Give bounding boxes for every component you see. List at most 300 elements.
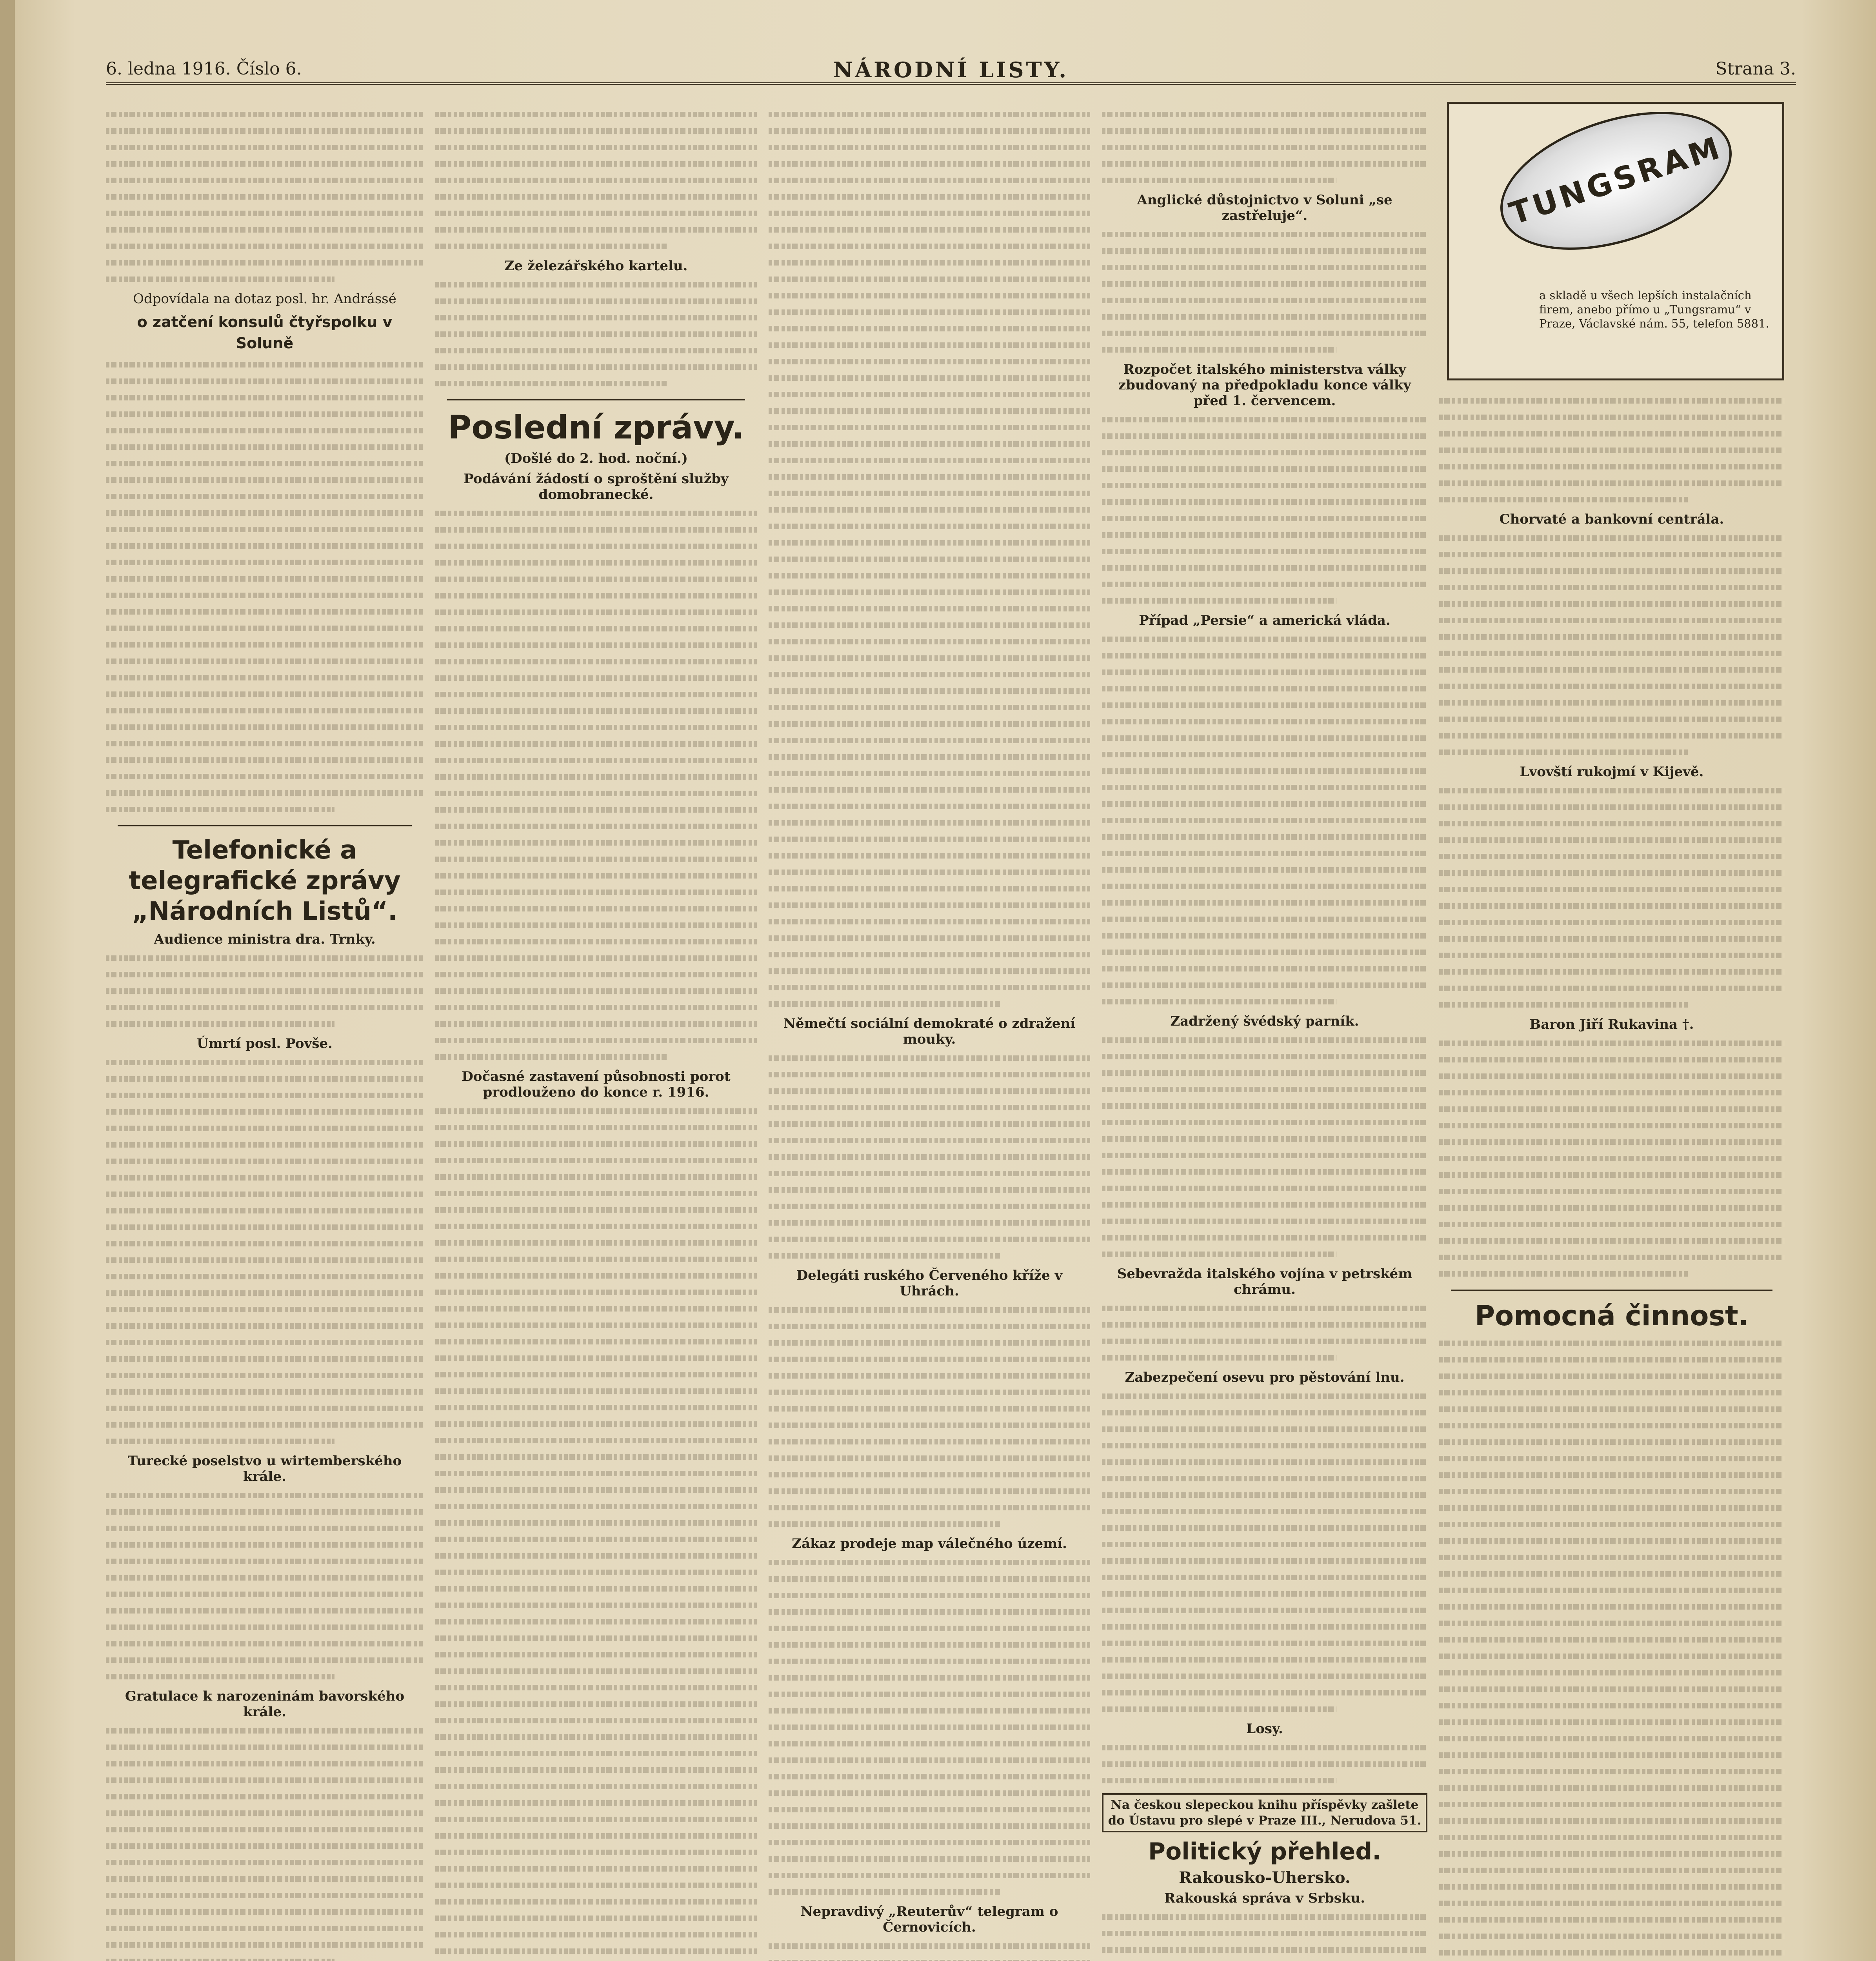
body-text-line bbox=[435, 1284, 757, 1299]
body-text-line bbox=[435, 735, 757, 751]
body-text-line bbox=[769, 880, 1090, 896]
body-text-line bbox=[769, 649, 1090, 665]
body-text-line bbox=[106, 1586, 424, 1601]
body-text-line bbox=[1102, 944, 1427, 959]
body-text-line bbox=[106, 254, 424, 270]
body-text-line bbox=[435, 293, 757, 308]
body-text-line bbox=[769, 1384, 1090, 1399]
body-text-line bbox=[435, 1910, 757, 1925]
body-text-line bbox=[435, 1728, 757, 1744]
body-text-line bbox=[435, 1048, 667, 1064]
body-text-line bbox=[435, 139, 757, 155]
body-text-line bbox=[769, 106, 1090, 122]
body-text-line bbox=[1102, 493, 1427, 509]
body-text-line bbox=[1439, 1084, 1784, 1100]
body-text-line bbox=[1102, 664, 1427, 679]
body-text-line bbox=[106, 373, 424, 388]
body-text-line bbox=[435, 1959, 757, 1961]
body-text-line bbox=[769, 139, 1090, 155]
body-text-line bbox=[769, 864, 1090, 879]
body-text-line bbox=[435, 1564, 757, 1579]
body-text-line bbox=[435, 999, 757, 1015]
body-text-line bbox=[1439, 546, 1784, 562]
body-text-line bbox=[106, 636, 424, 652]
body-text-line bbox=[435, 221, 757, 237]
page-header bbox=[106, 59, 1796, 85]
article-heading: Gratulace k narozeninám bavorského krále. bbox=[125, 1688, 405, 1720]
body-text-line bbox=[769, 1165, 1090, 1181]
body-text-line bbox=[1439, 1730, 1784, 1746]
body-text-line bbox=[106, 471, 424, 487]
body-text-line bbox=[106, 1602, 424, 1618]
body-text-line bbox=[769, 369, 1090, 385]
article-heading: Úmrtí posl. Povše. bbox=[197, 1036, 333, 1051]
body-text-line bbox=[1439, 1812, 1784, 1828]
body-text-line bbox=[106, 1503, 424, 1519]
body-text-line bbox=[1439, 1763, 1784, 1779]
body-text-line bbox=[1102, 477, 1427, 493]
body-text-line bbox=[1439, 678, 1784, 693]
article-heading: Turecké poselstvo u wirtemberského krále. bbox=[127, 1453, 402, 1484]
ad-brand: TUNGSRAM bbox=[1505, 130, 1727, 232]
body-text-line bbox=[1439, 881, 1784, 897]
body-text-line bbox=[1439, 442, 1784, 457]
body-text-line bbox=[1102, 631, 1427, 646]
body-text-line bbox=[106, 1350, 424, 1366]
body-text-line bbox=[1102, 1048, 1427, 1064]
body-text-line bbox=[1102, 1300, 1427, 1315]
body-text-line bbox=[1102, 1958, 1427, 1961]
body-text-line bbox=[435, 917, 757, 932]
body-text-line bbox=[435, 867, 757, 883]
body-text-line bbox=[1102, 460, 1427, 476]
body-text-line bbox=[769, 1768, 1090, 1784]
body-text-line bbox=[435, 982, 757, 998]
body-text-line bbox=[769, 172, 1090, 187]
body-text-line bbox=[106, 1015, 334, 1031]
body-text-line bbox=[106, 1652, 424, 1667]
body-text-line bbox=[1102, 828, 1427, 844]
body-text-line bbox=[106, 1169, 424, 1185]
body-text-line bbox=[1102, 1147, 1427, 1162]
body-text-line bbox=[435, 326, 757, 341]
body-text-line bbox=[106, 1268, 424, 1284]
body-text-line bbox=[1102, 1246, 1336, 1261]
body-text-line bbox=[1102, 1404, 1427, 1420]
body-text-line bbox=[106, 122, 424, 138]
body-text-line bbox=[1102, 226, 1427, 242]
article-heading: Lvovští rukojmí v Kijevě. bbox=[1520, 764, 1704, 780]
body-text-line bbox=[769, 1181, 1090, 1197]
body-text-line bbox=[1439, 1183, 1784, 1199]
body-text-line bbox=[1439, 1697, 1784, 1713]
body-text-line bbox=[769, 666, 1090, 682]
body-text-line bbox=[435, 1465, 757, 1481]
body-text-line bbox=[1102, 1668, 1427, 1683]
body-text-line bbox=[1439, 392, 1784, 408]
body-text-line bbox=[106, 271, 334, 286]
body-text-line bbox=[1102, 1941, 1427, 1957]
body-text-line bbox=[769, 485, 1090, 500]
body-text-line bbox=[106, 669, 424, 685]
body-text-line bbox=[1439, 914, 1784, 930]
body-text-line bbox=[106, 1903, 424, 1919]
body-text-line bbox=[1102, 1569, 1427, 1584]
body-text-line bbox=[769, 205, 1090, 220]
body-text-line bbox=[1102, 1701, 1336, 1716]
body-text-line bbox=[769, 1301, 1090, 1317]
body-text-line bbox=[1439, 1035, 1784, 1050]
body-text-line bbox=[1439, 1549, 1784, 1564]
body-text-line bbox=[769, 1082, 1090, 1098]
body-text-line bbox=[435, 1432, 757, 1448]
body-text-line bbox=[435, 702, 757, 718]
body-text-line bbox=[106, 1788, 424, 1804]
body-text-line bbox=[435, 1185, 757, 1201]
body-text-line bbox=[769, 1954, 1090, 1961]
body-text-line bbox=[435, 1943, 757, 1958]
body-text-line bbox=[106, 1301, 424, 1317]
body-text-line bbox=[1102, 746, 1427, 762]
body-text-line bbox=[435, 752, 757, 768]
book-banner: Na českou slepeckou knihu příspěvky zašlete do Ústavu pro slepé v Praze III., Nerudova 51. bbox=[1102, 1793, 1427, 1832]
body-text-line bbox=[769, 1115, 1090, 1131]
body-text-line bbox=[435, 1300, 757, 1316]
body-text-line bbox=[769, 1466, 1090, 1482]
body-text-line bbox=[106, 356, 424, 372]
body-text-line bbox=[1102, 993, 1336, 1009]
body-text-line bbox=[769, 930, 1090, 945]
page-number: Strana 3. bbox=[1715, 59, 1796, 79]
body-text-line bbox=[1102, 1635, 1427, 1650]
body-text-line bbox=[106, 1953, 334, 1961]
body-text-line bbox=[106, 587, 424, 602]
body-text-line bbox=[769, 122, 1090, 138]
column-4 bbox=[1102, 106, 1427, 1961]
body-text-line bbox=[106, 1103, 424, 1119]
body-text-line bbox=[1439, 1450, 1784, 1466]
body-text-line bbox=[435, 1613, 757, 1629]
body-text-line bbox=[769, 551, 1090, 566]
body-text-line bbox=[1439, 1631, 1784, 1647]
body-text-line bbox=[435, 1663, 757, 1678]
body-text-line bbox=[1102, 1316, 1427, 1332]
body-text-line bbox=[1102, 1196, 1427, 1212]
body-text-line bbox=[769, 732, 1090, 748]
body-text-line bbox=[1439, 1944, 1784, 1960]
body-text-line bbox=[106, 768, 424, 784]
body-text-line bbox=[1439, 425, 1784, 441]
body-text-line bbox=[769, 1817, 1090, 1833]
body-text-line bbox=[106, 1334, 424, 1350]
body-text-line bbox=[769, 1636, 1090, 1652]
article-heading: Podávání žádostí o sproštění služby domobranecké. bbox=[464, 471, 729, 502]
body-text-line bbox=[106, 205, 424, 220]
body-text-line bbox=[1439, 1565, 1784, 1581]
body-text-line bbox=[769, 995, 1000, 1011]
body-text-line bbox=[1439, 562, 1784, 578]
body-text-line bbox=[1439, 1249, 1784, 1264]
body-text-line bbox=[769, 1214, 1090, 1230]
body-text-line bbox=[106, 554, 424, 569]
body-text-line bbox=[769, 1417, 1090, 1432]
body-text-line bbox=[1102, 1503, 1427, 1519]
body-text-line bbox=[1102, 1755, 1427, 1771]
body-text-line bbox=[435, 834, 757, 850]
body-text-line bbox=[435, 1893, 757, 1909]
body-text-line bbox=[106, 1772, 424, 1787]
body-text-line bbox=[769, 402, 1090, 418]
body-text-line bbox=[106, 389, 424, 405]
body-text-line bbox=[1102, 861, 1427, 877]
body-text-line bbox=[1439, 930, 1784, 946]
body-text-line bbox=[106, 999, 424, 1015]
body-text-line bbox=[1439, 1582, 1784, 1597]
body-text-line bbox=[106, 966, 424, 982]
body-text-line bbox=[106, 1520, 424, 1535]
body-text-line bbox=[769, 1148, 1090, 1164]
body-text-line bbox=[435, 1761, 757, 1777]
body-text-line bbox=[106, 155, 424, 171]
column-3 bbox=[769, 106, 1090, 1961]
body-text-line bbox=[106, 221, 424, 237]
article-heading: Dočasné zastavení působnosti porot prodlouženo do konce r. 1916. bbox=[462, 1069, 731, 1100]
body-text-line bbox=[106, 1153, 424, 1168]
body-text-line bbox=[769, 600, 1090, 616]
body-text-line bbox=[769, 617, 1090, 632]
body-text-line bbox=[435, 1135, 757, 1151]
body-text-line bbox=[435, 1102, 757, 1118]
body-text-line bbox=[1102, 795, 1427, 811]
body-text-line bbox=[769, 320, 1090, 336]
body-text-line bbox=[769, 1686, 1090, 1701]
body-text-line bbox=[769, 633, 1090, 649]
body-text-line bbox=[769, 1719, 1090, 1734]
body-text-line bbox=[106, 1755, 424, 1771]
article-heading: Němečtí sociální demokraté o zdražení mouky. bbox=[783, 1016, 1076, 1047]
body-text-line bbox=[1439, 1779, 1784, 1795]
body-text-line bbox=[435, 1860, 757, 1876]
body-text-line bbox=[1102, 1213, 1427, 1228]
body-text-line bbox=[106, 620, 424, 635]
article-heading: o zatčení konsulů čtyřspolku v Soluně bbox=[137, 313, 393, 352]
body-text-line bbox=[769, 962, 1090, 978]
body-text-line bbox=[106, 455, 424, 471]
body-text-line bbox=[106, 1870, 424, 1886]
body-text-line bbox=[435, 1201, 757, 1217]
body-text-line bbox=[106, 1120, 424, 1135]
body-text-line bbox=[1439, 1051, 1784, 1067]
article-heading: Nepravdivý „Reuterův“ telegram o Černovicích. bbox=[800, 1904, 1058, 1935]
body-text-line bbox=[769, 518, 1090, 533]
body-text-line bbox=[435, 1399, 757, 1415]
body-text-line bbox=[1439, 1368, 1784, 1383]
body-text-line bbox=[769, 1554, 1090, 1570]
body-text-line bbox=[106, 1887, 424, 1903]
body-text-line bbox=[1439, 529, 1784, 545]
body-text-line bbox=[769, 1570, 1090, 1586]
body-text-line bbox=[106, 570, 424, 586]
body-text-line bbox=[1439, 1351, 1784, 1367]
body-text-line bbox=[769, 1587, 1090, 1603]
body-text-line bbox=[106, 1136, 424, 1152]
body-text-line bbox=[1102, 1114, 1427, 1130]
body-text-line bbox=[769, 847, 1090, 863]
body-text-line bbox=[769, 238, 1090, 253]
body-text-line bbox=[769, 1351, 1090, 1366]
article-heading: Ze železářského kartelu. bbox=[504, 258, 688, 274]
body-text-line bbox=[1439, 491, 1688, 507]
article-heading: Rozpočet italského ministerstva války zbudovaný na předpokladu konce války před 1. červencem. bbox=[1118, 362, 1411, 409]
body-text-line bbox=[769, 1801, 1090, 1817]
body-text-line bbox=[769, 337, 1090, 352]
body-text-line bbox=[1439, 1335, 1784, 1350]
body-text-line bbox=[106, 172, 424, 187]
body-text-line bbox=[106, 1739, 424, 1754]
body-text-line bbox=[769, 304, 1090, 319]
body-text-line bbox=[1439, 980, 1784, 995]
body-text-line bbox=[1439, 1648, 1784, 1663]
body-text-line bbox=[435, 342, 757, 358]
body-text-line bbox=[1102, 275, 1427, 291]
body-text-line bbox=[435, 1695, 757, 1711]
body-text-line bbox=[1439, 1746, 1784, 1762]
body-text-line bbox=[1102, 1925, 1427, 1941]
body-text-line bbox=[769, 1066, 1090, 1082]
body-text-line bbox=[106, 106, 424, 122]
body-text-line bbox=[769, 1515, 1000, 1531]
body-text-line bbox=[435, 155, 757, 171]
body-text-line bbox=[1439, 579, 1784, 595]
body-text-line bbox=[769, 1367, 1090, 1383]
body-text-line bbox=[1102, 172, 1336, 187]
article-heading: Audience ministra dra. Trnky. bbox=[154, 931, 376, 947]
body-text-line bbox=[1102, 1536, 1427, 1552]
body-text-line bbox=[769, 1433, 1090, 1449]
body-text-line bbox=[769, 699, 1090, 715]
body-text-line bbox=[106, 521, 424, 537]
body-text-line bbox=[435, 1514, 757, 1530]
body-text-line bbox=[435, 966, 757, 982]
body-text-line bbox=[1102, 894, 1427, 910]
body-text-line bbox=[435, 1218, 757, 1233]
article-heading: Sebevražda italského vojína v petrském chrámu. bbox=[1117, 1266, 1412, 1297]
column-1 bbox=[106, 106, 424, 1961]
body-text-line bbox=[106, 1202, 424, 1218]
body-text-line bbox=[435, 900, 757, 916]
body-text-line bbox=[106, 1235, 424, 1251]
body-text-line bbox=[1102, 526, 1427, 542]
body-text-line bbox=[1102, 325, 1427, 340]
body-text-line bbox=[435, 719, 757, 735]
body-text-line bbox=[1102, 1585, 1427, 1601]
body-text-line bbox=[106, 438, 424, 454]
body-text-line bbox=[106, 1821, 424, 1837]
body-text-line bbox=[1102, 1081, 1427, 1097]
body-text-line bbox=[435, 1015, 757, 1031]
body-text-line bbox=[106, 751, 424, 767]
body-text-line bbox=[435, 669, 757, 685]
body-text-line bbox=[1102, 1130, 1427, 1146]
body-text-line bbox=[769, 1752, 1090, 1767]
body-text-line bbox=[769, 1400, 1090, 1416]
body-text-line bbox=[769, 1499, 1090, 1515]
body-text-line bbox=[435, 933, 757, 949]
body-text-line bbox=[1439, 1598, 1784, 1614]
body-text-line bbox=[435, 358, 757, 374]
body-text-line bbox=[769, 1669, 1090, 1685]
body-text-line bbox=[1102, 1437, 1427, 1453]
body-text-line bbox=[769, 584, 1090, 599]
body-text-line bbox=[1102, 1486, 1427, 1502]
body-text-line bbox=[1439, 1150, 1784, 1166]
body-text-line bbox=[435, 1679, 757, 1695]
body-text-line bbox=[106, 950, 424, 965]
body-text-line bbox=[106, 719, 424, 734]
body-text-line bbox=[769, 468, 1090, 484]
body-text-line bbox=[1439, 1216, 1784, 1232]
body-text-line bbox=[769, 452, 1090, 468]
body-text-line bbox=[1439, 848, 1784, 864]
body-text-line bbox=[435, 1350, 757, 1365]
body-text-line bbox=[435, 538, 757, 553]
body-text-line bbox=[769, 1937, 1090, 1953]
body-text-line bbox=[435, 801, 757, 817]
body-text-line bbox=[435, 1580, 757, 1596]
body-text-line bbox=[769, 1198, 1090, 1213]
body-text-line bbox=[1439, 1829, 1784, 1845]
body-text-line bbox=[769, 534, 1090, 550]
body-text-line bbox=[1439, 947, 1784, 962]
body-text-line bbox=[1439, 612, 1784, 628]
body-text-line bbox=[1439, 1265, 1688, 1281]
body-text-line bbox=[1102, 845, 1427, 860]
body-text-line bbox=[435, 1794, 757, 1810]
article-heading: Anglické důstojnictvo v Soluni „se zastřeluje“. bbox=[1137, 192, 1392, 224]
body-text-line bbox=[1439, 711, 1784, 726]
body-text-line bbox=[1439, 799, 1784, 814]
body-text-line bbox=[769, 501, 1090, 517]
body-text-line bbox=[769, 1785, 1090, 1800]
body-text-line bbox=[769, 1702, 1090, 1718]
body-text-line bbox=[1439, 1133, 1784, 1149]
body-text-line bbox=[435, 1844, 757, 1859]
body-text-line bbox=[769, 814, 1090, 830]
body-text-line bbox=[106, 1569, 424, 1585]
body-text-line bbox=[1102, 139, 1427, 155]
body-text-line bbox=[106, 784, 424, 800]
ad-text: a skladě u všech lepších instalačních firem, anebo přímo u „Tungsramu“ v Praze, Václavské nám. 55, telefon 5881. bbox=[1539, 289, 1769, 330]
body-text-line bbox=[106, 1087, 424, 1102]
body-text-line bbox=[1102, 444, 1427, 460]
body-text-line bbox=[106, 1635, 424, 1651]
body-text-line bbox=[1439, 1895, 1784, 1910]
body-text-line bbox=[106, 1619, 424, 1634]
body-text-line bbox=[435, 1267, 757, 1283]
body-text-line bbox=[106, 686, 424, 701]
body-text-line bbox=[769, 979, 1090, 995]
body-text-line bbox=[1102, 1349, 1336, 1365]
body-text-line bbox=[106, 1400, 424, 1415]
body-text-line bbox=[435, 205, 757, 220]
body-text-line bbox=[1102, 308, 1427, 324]
body-text-line bbox=[1102, 1421, 1427, 1436]
article-heading: Případ „Persie“ a americká vláda. bbox=[1139, 613, 1391, 628]
article-heading: Zákaz prodeje map válečného území. bbox=[792, 1536, 1067, 1552]
body-text-line bbox=[435, 620, 757, 636]
body-text-line bbox=[106, 537, 424, 553]
body-text-line bbox=[435, 587, 757, 603]
